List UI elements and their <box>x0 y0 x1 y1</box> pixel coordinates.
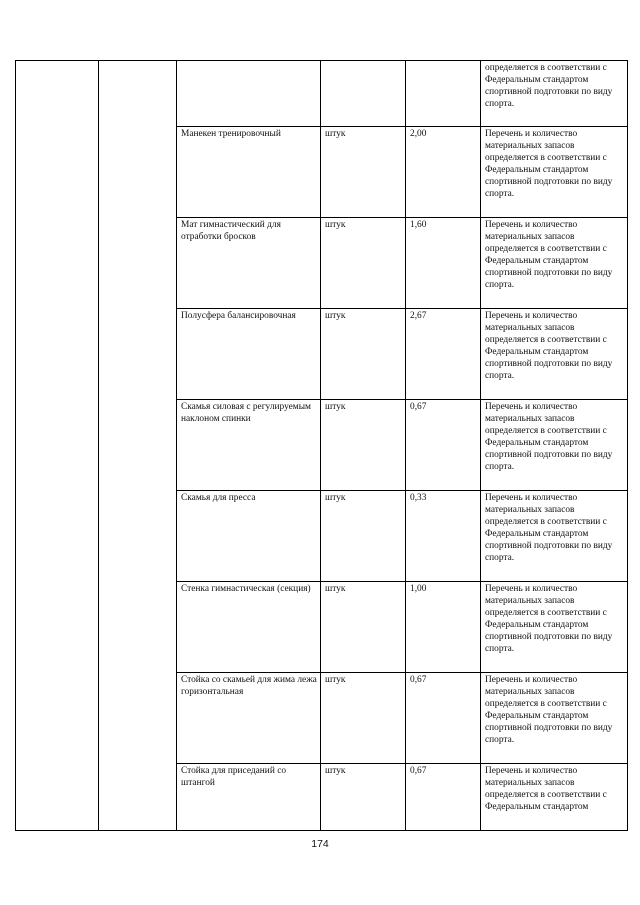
qty-cell: 0,67 <box>406 764 481 831</box>
qty-cell <box>406 61 481 127</box>
merged-cell-col1 <box>16 61 99 831</box>
qty-cell: 0,67 <box>406 400 481 491</box>
unit-cell: штук <box>321 309 406 400</box>
qty-cell: 2,00 <box>406 127 481 218</box>
page-number: 174 <box>311 838 329 850</box>
name-cell: Стойка со скамьей для жима лежа горизонтальная <box>177 673 321 764</box>
note-cell: Перечень и количество материальных запасов определяется в соответствии с Федеральным стандартом спортивной подготовки по виду спорта. <box>481 491 628 582</box>
note-cell: Перечень и количество материальных запасов определяется в соответствии с Федеральным стандартом спортивной подготовки по виду спорта. <box>481 127 628 218</box>
equipment-table <box>15 60 628 831</box>
note-cell: Перечень и количество материальных запасов определяется в соответствии с Федеральным стандартом <box>481 764 628 831</box>
qty-cell: 2,67 <box>406 309 481 400</box>
name-cell: Полусфера балансировочная <box>177 309 321 400</box>
name-cell: Скамья силовая с регулируемым наклоном спинки <box>177 400 321 491</box>
unit-cell: штук <box>321 673 406 764</box>
name-cell: Стенка гимнастическая (секция) <box>177 582 321 673</box>
name-cell: Манекен тренировочный <box>177 127 321 218</box>
unit-cell: штук <box>321 400 406 491</box>
note-cell: Перечень и количество материальных запасов определяется в соответствии с Федеральным стандартом спортивной подготовки по виду спорта. <box>481 218 628 309</box>
table-row-continuation <box>16 61 628 127</box>
qty-cell: 0,67 <box>406 673 481 764</box>
unit-cell: штук <box>321 582 406 673</box>
note-cell: Перечень и количество материальных запасов определяется в соответствии с Федеральным стандартом спортивной подготовки по виду спорта. <box>481 309 628 400</box>
name-cell <box>177 61 321 127</box>
name-cell: Стойка для приседаний со штангой <box>177 764 321 831</box>
note-cell: Перечень и количество материальных запасов определяется в соответствии с Федеральным стандартом спортивной подготовки по виду спорта. <box>481 673 628 764</box>
qty-cell: 0,33 <box>406 491 481 582</box>
name-cell: Скамья для пресса <box>177 491 321 582</box>
name-cell: Мат гимнастический для отработки бросков <box>177 218 321 309</box>
qty-cell: 1,00 <box>406 582 481 673</box>
unit-cell <box>321 61 406 127</box>
unit-cell: штук <box>321 491 406 582</box>
unit-cell: штук <box>321 127 406 218</box>
qty-cell: 1,60 <box>406 218 481 309</box>
unit-cell: штук <box>321 764 406 831</box>
note-cell: определяется в соответствии с Федеральным стандартом спортивной подготовки по виду спорта. <box>481 61 628 127</box>
unit-cell: штук <box>321 218 406 309</box>
note-cell: Перечень и количество материальных запасов определяется в соответствии с Федеральным стандартом спортивной подготовки по виду спорта. <box>481 582 628 673</box>
note-cell: Перечень и количество материальных запасов определяется в соответствии с Федеральным стандартом спортивной подготовки по виду спорта. <box>481 400 628 491</box>
merged-cell-col2 <box>99 61 177 831</box>
